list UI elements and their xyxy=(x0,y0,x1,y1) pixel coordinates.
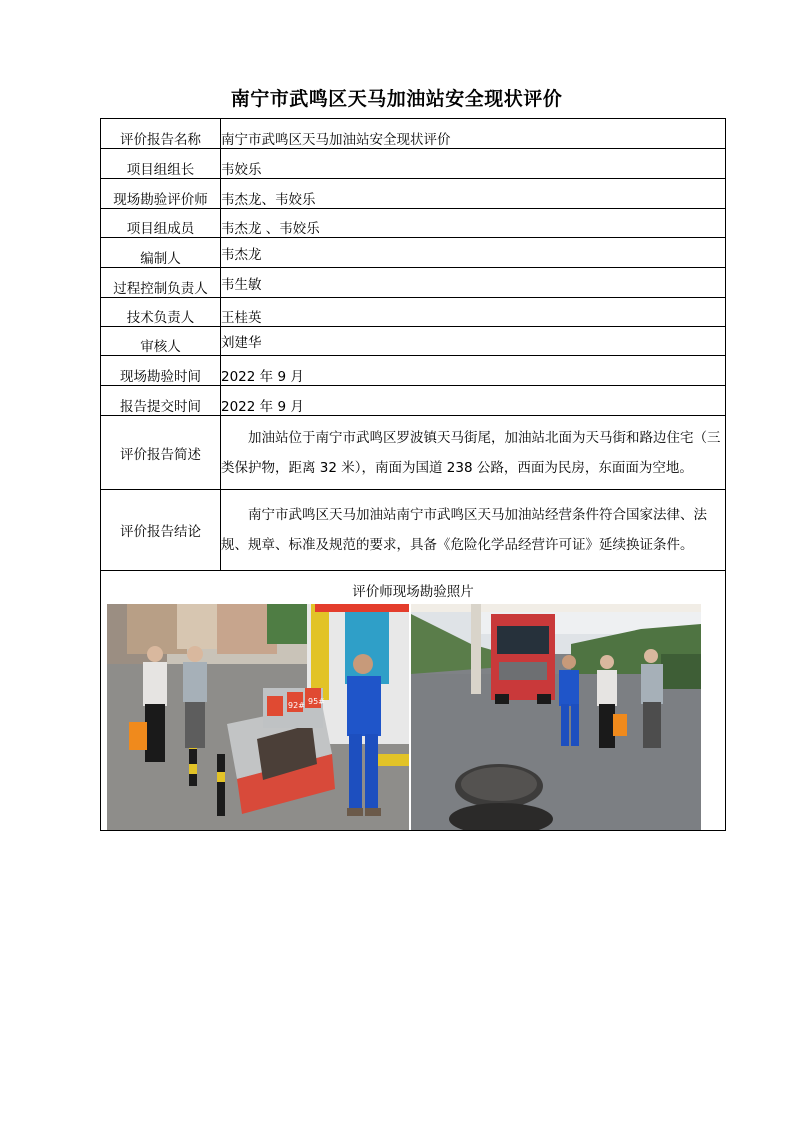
summary-label: 评价报告简述 xyxy=(101,416,221,490)
row-label-survey-time: 现场勘验时间 xyxy=(101,356,221,386)
table-row xyxy=(101,268,726,298)
row-value-submit-time: 2022 年 9 月 xyxy=(221,386,726,416)
table-row xyxy=(101,209,726,238)
photo-row xyxy=(101,604,725,830)
row-label-field-assessors: 现场勘验评价师 xyxy=(101,179,221,209)
summary-text: 加油站位于南宁市武鸣区罗波镇天马街尾，加油站北面为天马街和路边住宅（三类保护物，距离 32 米），南面为国道 238 公路，西面为民房，东面面为空地。 xyxy=(221,416,726,490)
row-value-team-leader: 韦姣乐 xyxy=(221,149,726,179)
table-row xyxy=(101,119,726,149)
photos-cell xyxy=(101,571,726,831)
row-value-report-name: 南宁市武鸣区天马加油站安全现状评价 xyxy=(221,119,726,149)
table-row xyxy=(101,416,726,490)
row-label-reviewer: 审核人 xyxy=(101,327,221,356)
table-row xyxy=(101,238,726,268)
pump-sign-text-2: 92# xyxy=(288,701,305,710)
pump-sign-text: 95# xyxy=(308,697,325,706)
table-row xyxy=(101,356,726,386)
row-label-report-name: 评价报告名称 xyxy=(101,119,221,149)
report-table xyxy=(100,118,726,831)
row-value-reviewer: 刘建华 xyxy=(221,327,726,356)
row-label-process-control: 过程控制负责人 xyxy=(101,268,221,298)
table-row xyxy=(101,298,726,327)
row-value-process-control: 韦生敏 xyxy=(221,268,726,298)
site-photo-forecourt-truck xyxy=(411,604,701,830)
row-value-field-assessors: 韦杰龙、韦姣乐 xyxy=(221,179,726,209)
table-row xyxy=(101,386,726,416)
row-label-technical-lead: 技术负责人 xyxy=(101,298,221,327)
row-value-team-members: 韦杰龙 、韦姣乐 xyxy=(221,209,726,238)
row-label-team-leader: 项目组组长 xyxy=(101,149,221,179)
table-row xyxy=(101,490,726,571)
conclusion-label: 评价报告结论 xyxy=(101,490,221,571)
table-row xyxy=(101,571,726,831)
row-value-survey-time: 2022 年 9 月 xyxy=(221,356,726,386)
document-title: 南宁市武鸣区天马加油站安全现状评价 xyxy=(230,88,563,110)
conclusion-text: 南宁市武鸣区天马加油站南宁市武鸣区天马加油站经营条件符合国家法律、法规、规章、标准及规范的要求，具备《危险化学品经营许可证》延续换证条件。 xyxy=(221,490,726,571)
row-value-compiler: 韦杰龙 xyxy=(221,238,726,268)
photos-title: 评价师现场勘验照片 xyxy=(352,584,474,600)
table-row xyxy=(101,179,726,209)
site-photo-tank-manhole xyxy=(107,604,409,830)
row-label-compiler: 编制人 xyxy=(101,238,221,268)
table-row xyxy=(101,149,726,179)
row-label-submit-time: 报告提交时间 xyxy=(101,386,221,416)
table-row xyxy=(101,327,726,356)
row-label-team-members: 项目组成员 xyxy=(101,209,221,238)
row-value-technical-lead: 王桂英 xyxy=(221,298,726,327)
